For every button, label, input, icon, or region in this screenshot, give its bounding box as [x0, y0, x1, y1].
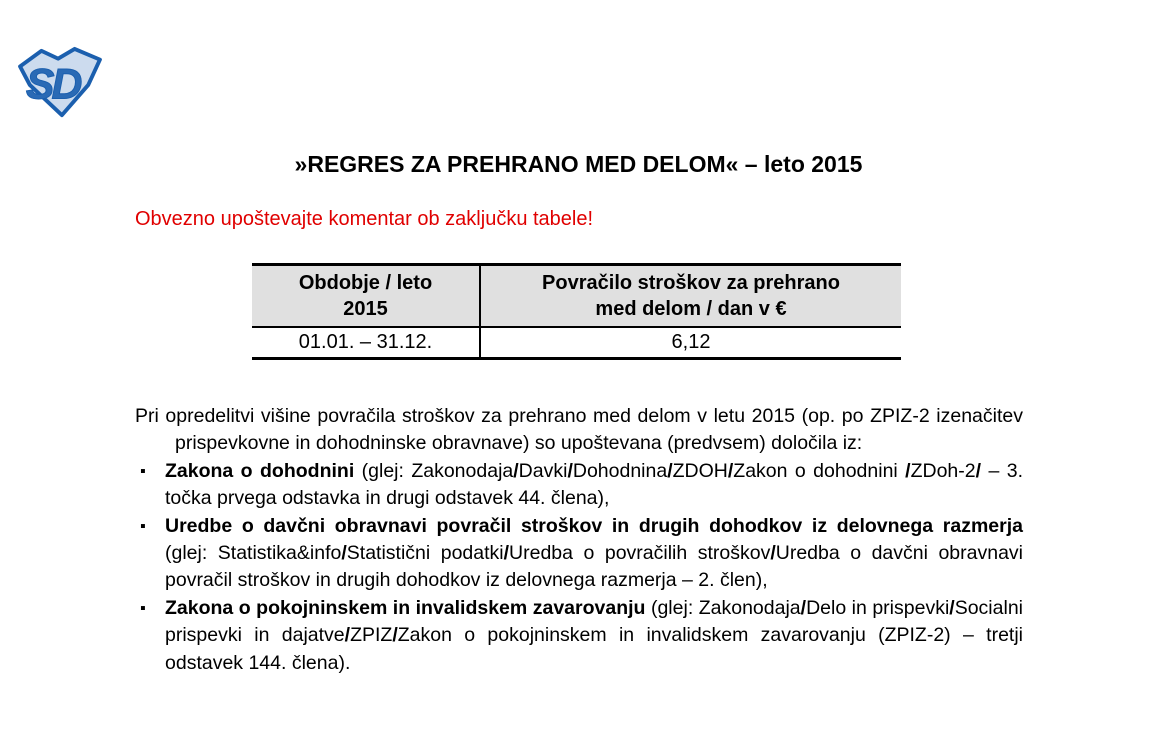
- table-header-period: [252, 265, 480, 328]
- list-item: [135, 595, 1023, 677]
- page-title: »REGRES ZA PREHRANO MED DELOM« – leto 2015: [294, 151, 863, 177]
- list-item-text: Uredbe o davčni obravnavi povračil stroškov in drugih dohodkov iz delovnega razmerja (glej: Statistika&info/Statistični podatki/Uredba o povračilih stroškov/Uredba o davčni obravnavi povračil stroškov in drugih dohodkov iz delovnega razmerja – 2. člen),: [165, 514, 1023, 592]
- table-header-period-line1: Obdobje / leto: [298, 272, 433, 294]
- sd-shield-logo: [16, 45, 104, 121]
- logo-letters: SD: [25, 60, 80, 109]
- allowance-table-container: [252, 263, 901, 360]
- allowance-table: [252, 263, 901, 360]
- list-item: [135, 513, 1023, 595]
- table-header-amount-line2: med delom / dan v €: [595, 298, 787, 320]
- body-text-block: [135, 403, 1023, 677]
- intro-paragraph: Pri opredelitvi višine povračila stroškov za prehrano med delom v letu 2015 (op. po ZPIZ-2 izenačitev prispevkovne in dohodninske obravnave) so upoštevana (predvsem) določila iz:: [135, 405, 1023, 455]
- notice-text: Obvezno upoštevajte komentar ob zaključku tabele!: [135, 208, 594, 230]
- table-header-amount: [480, 265, 901, 328]
- list-item: [135, 458, 1023, 513]
- bullet-square-icon: ▪: [140, 517, 146, 535]
- table-header-period-line2: 2015: [343, 298, 388, 320]
- table-cell-period: 01.01. – 31.12.: [252, 327, 480, 359]
- table-header-amount-line1: Povračilo stroškov za prehrano: [542, 272, 840, 294]
- table-header-row: [252, 265, 901, 328]
- table-row: [252, 327, 901, 359]
- bullet-list: [135, 458, 1023, 677]
- list-item-text: Zakona o dohodnini (glej: Zakonodaja/Davki/Dohodnina/ZDOH/Zakon o dohodnini /ZDoh-2/ – 3. točka prvega odstavka in drugi odstavek 44. člena),: [165, 459, 1023, 510]
- list-item-text: Zakona o pokojninskem in invalidskem zavarovanju (glej: Zakonodaja/Delo in prispevki/Socialni prispevki in dajatve/ZPIZ/Zakon o pokojninskem in invalidskem zavarovanju (ZPIZ-2) – tretji odstavek 144. člena).: [165, 596, 1023, 674]
- bullet-square-icon: ▪: [140, 599, 146, 617]
- table-cell-amount: 6,12: [671, 331, 711, 353]
- bullet-square-icon: ▪: [140, 462, 146, 480]
